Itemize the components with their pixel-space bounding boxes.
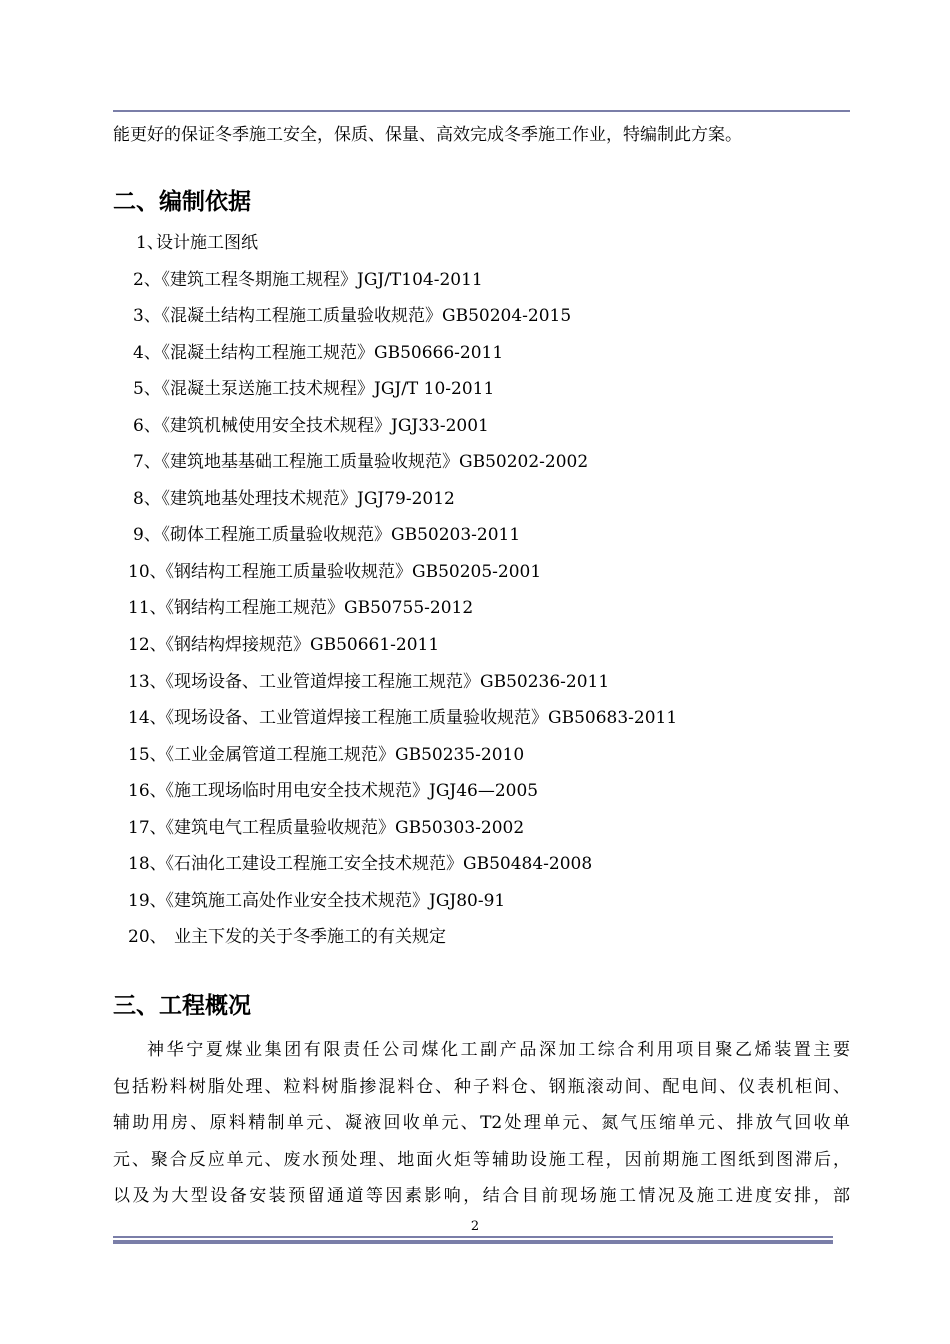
list-item [113, 703, 850, 740]
paragraph-line: 包括粉料树脂处理、粒料树脂掺混料仓、种子料仓、钢瓶滚动间、配电间、仪表机柜间、 [113, 1076, 850, 1097]
list-item-text: 《钢结构焊接规范》GB50661-2011 [157, 635, 440, 656]
paragraph-line: 以及为大型设备安装预留通道等因素影响，结合目前现场施工情况及施工进度安排，部 [113, 1186, 850, 1207]
list-item [113, 740, 850, 777]
list-item-number: 15、 [128, 744, 167, 765]
paragraph-line: 元、聚合反应单元、废水预处理、地面火炬等辅助设施工程，因前期施工图纸到图滞后， [113, 1149, 850, 1170]
paragraph-line: 神华宁夏煤业集团有限责任公司煤化工副产品深加工综合利用项目聚乙烯装置主要 [147, 1040, 850, 1060]
list-item-text: 《钢结构工程施工质量验收规范》GB50205-2001 [157, 561, 542, 582]
list-item-text: 《混凝土泵送施工技术规程》JGJ/T 10-2011 [153, 379, 495, 400]
list-item-number: 19、 [128, 890, 167, 911]
list-item-text: 《建筑电气工程质量验收规范》GB50303-2002 [157, 817, 525, 838]
intro-paragraph: 能更好的保证冬季施工安全，保质、保量、高效完成冬季施工作业，特编制此方案。 [113, 125, 742, 145]
list-item-number: 12、 [128, 635, 167, 656]
list-item-number: 5、 [133, 379, 161, 400]
list-item-number: 3、 [133, 306, 161, 327]
list-item [113, 265, 850, 302]
list-item-text: 《现场设备、工业管道焊接工程施工质量验收规范》GB50683-2011 [157, 708, 678, 729]
footer-rule [113, 1236, 833, 1238]
list-item [113, 593, 850, 630]
list-item-number: 9、 [133, 525, 161, 546]
header-rule [113, 110, 850, 112]
list-item-number: 18、 [128, 854, 167, 875]
list-item [113, 520, 850, 557]
page-number: 2 [470, 1219, 480, 1234]
list-item-text: 《混凝土结构工程施工质量验收规范》GB50204-2015 [153, 306, 572, 327]
reference-list [113, 228, 850, 959]
list-item-number: 1、 [136, 233, 164, 253]
list-item [113, 411, 850, 448]
list-item [113, 849, 850, 886]
list-item-number: 8、 [133, 488, 161, 509]
list-item-text: 业主下发的关于冬季施工的有关规定 [157, 927, 446, 948]
section-heading-basis: 二、编制依据 [113, 189, 251, 215]
list-item [113, 557, 850, 594]
list-item-text: 《砌体工程施工质量验收规范》GB50203-2011 [153, 525, 521, 546]
list-item-text: 《石油化工建设工程施工安全技术规范》GB50484-2008 [157, 854, 593, 875]
paragraph-line: 辅助用房、原料精制单元、凝液回收单元、T2处理单元、氮气压缩单元、排放气回收单 [113, 1113, 850, 1134]
list-item [113, 886, 850, 923]
list-item-number: 10、 [128, 561, 167, 582]
list-item-text: 《混凝土结构工程施工规范》GB50666-2011 [153, 342, 504, 363]
list-item-number: 20、 [128, 927, 167, 948]
list-item-number: 16、 [128, 781, 167, 802]
overview-paragraph [113, 1032, 850, 1215]
list-item-text: 设计施工图纸 [156, 233, 258, 253]
footer-rule-thick [113, 1240, 833, 1244]
list-item [113, 813, 850, 850]
list-item-text: 《建筑地基处理技术规范》JGJ79-2012 [153, 488, 455, 509]
list-item-number: 11、 [128, 598, 167, 619]
list-item [113, 338, 850, 375]
list-item [113, 776, 850, 813]
list-item-number: 14、 [128, 708, 167, 729]
list-item [113, 922, 850, 959]
list-item [113, 630, 850, 667]
list-item-number: 13、 [128, 671, 167, 692]
list-item [113, 374, 850, 411]
list-item-text: 《工业金属管道工程施工规范》GB50235-2010 [157, 744, 525, 765]
list-item [113, 667, 850, 704]
list-item [113, 484, 850, 521]
list-item-number: 7、 [133, 452, 161, 473]
list-item [113, 301, 850, 338]
list-item [113, 228, 850, 265]
list-item-number: 6、 [133, 415, 161, 436]
list-item-text: 《建筑施工高处作业安全技术规范》JGJ80-91 [157, 890, 506, 911]
list-item-text: 《建筑地基基础工程施工质量验收规范》GB50202-2002 [153, 452, 589, 473]
section-heading-overview: 三、工程概况 [113, 993, 251, 1019]
list-item-text: 《现场设备、工业管道焊接工程施工规范》GB50236-2011 [157, 671, 610, 692]
list-item-text: 《钢结构工程施工规范》GB50755-2012 [157, 598, 474, 619]
list-item [113, 447, 850, 484]
list-item-number: 2、 [133, 269, 161, 290]
list-item-number: 17、 [128, 817, 167, 838]
list-item-number: 4、 [133, 342, 161, 363]
list-item-text: 《建筑工程冬期施工规程》JGJ/T104-2011 [153, 269, 483, 290]
list-item-text: 《施工现场临时用电安全技术规范》JGJ46—2005 [157, 781, 539, 802]
list-item-text: 《建筑机械使用安全技术规程》JGJ33-2001 [153, 415, 489, 436]
